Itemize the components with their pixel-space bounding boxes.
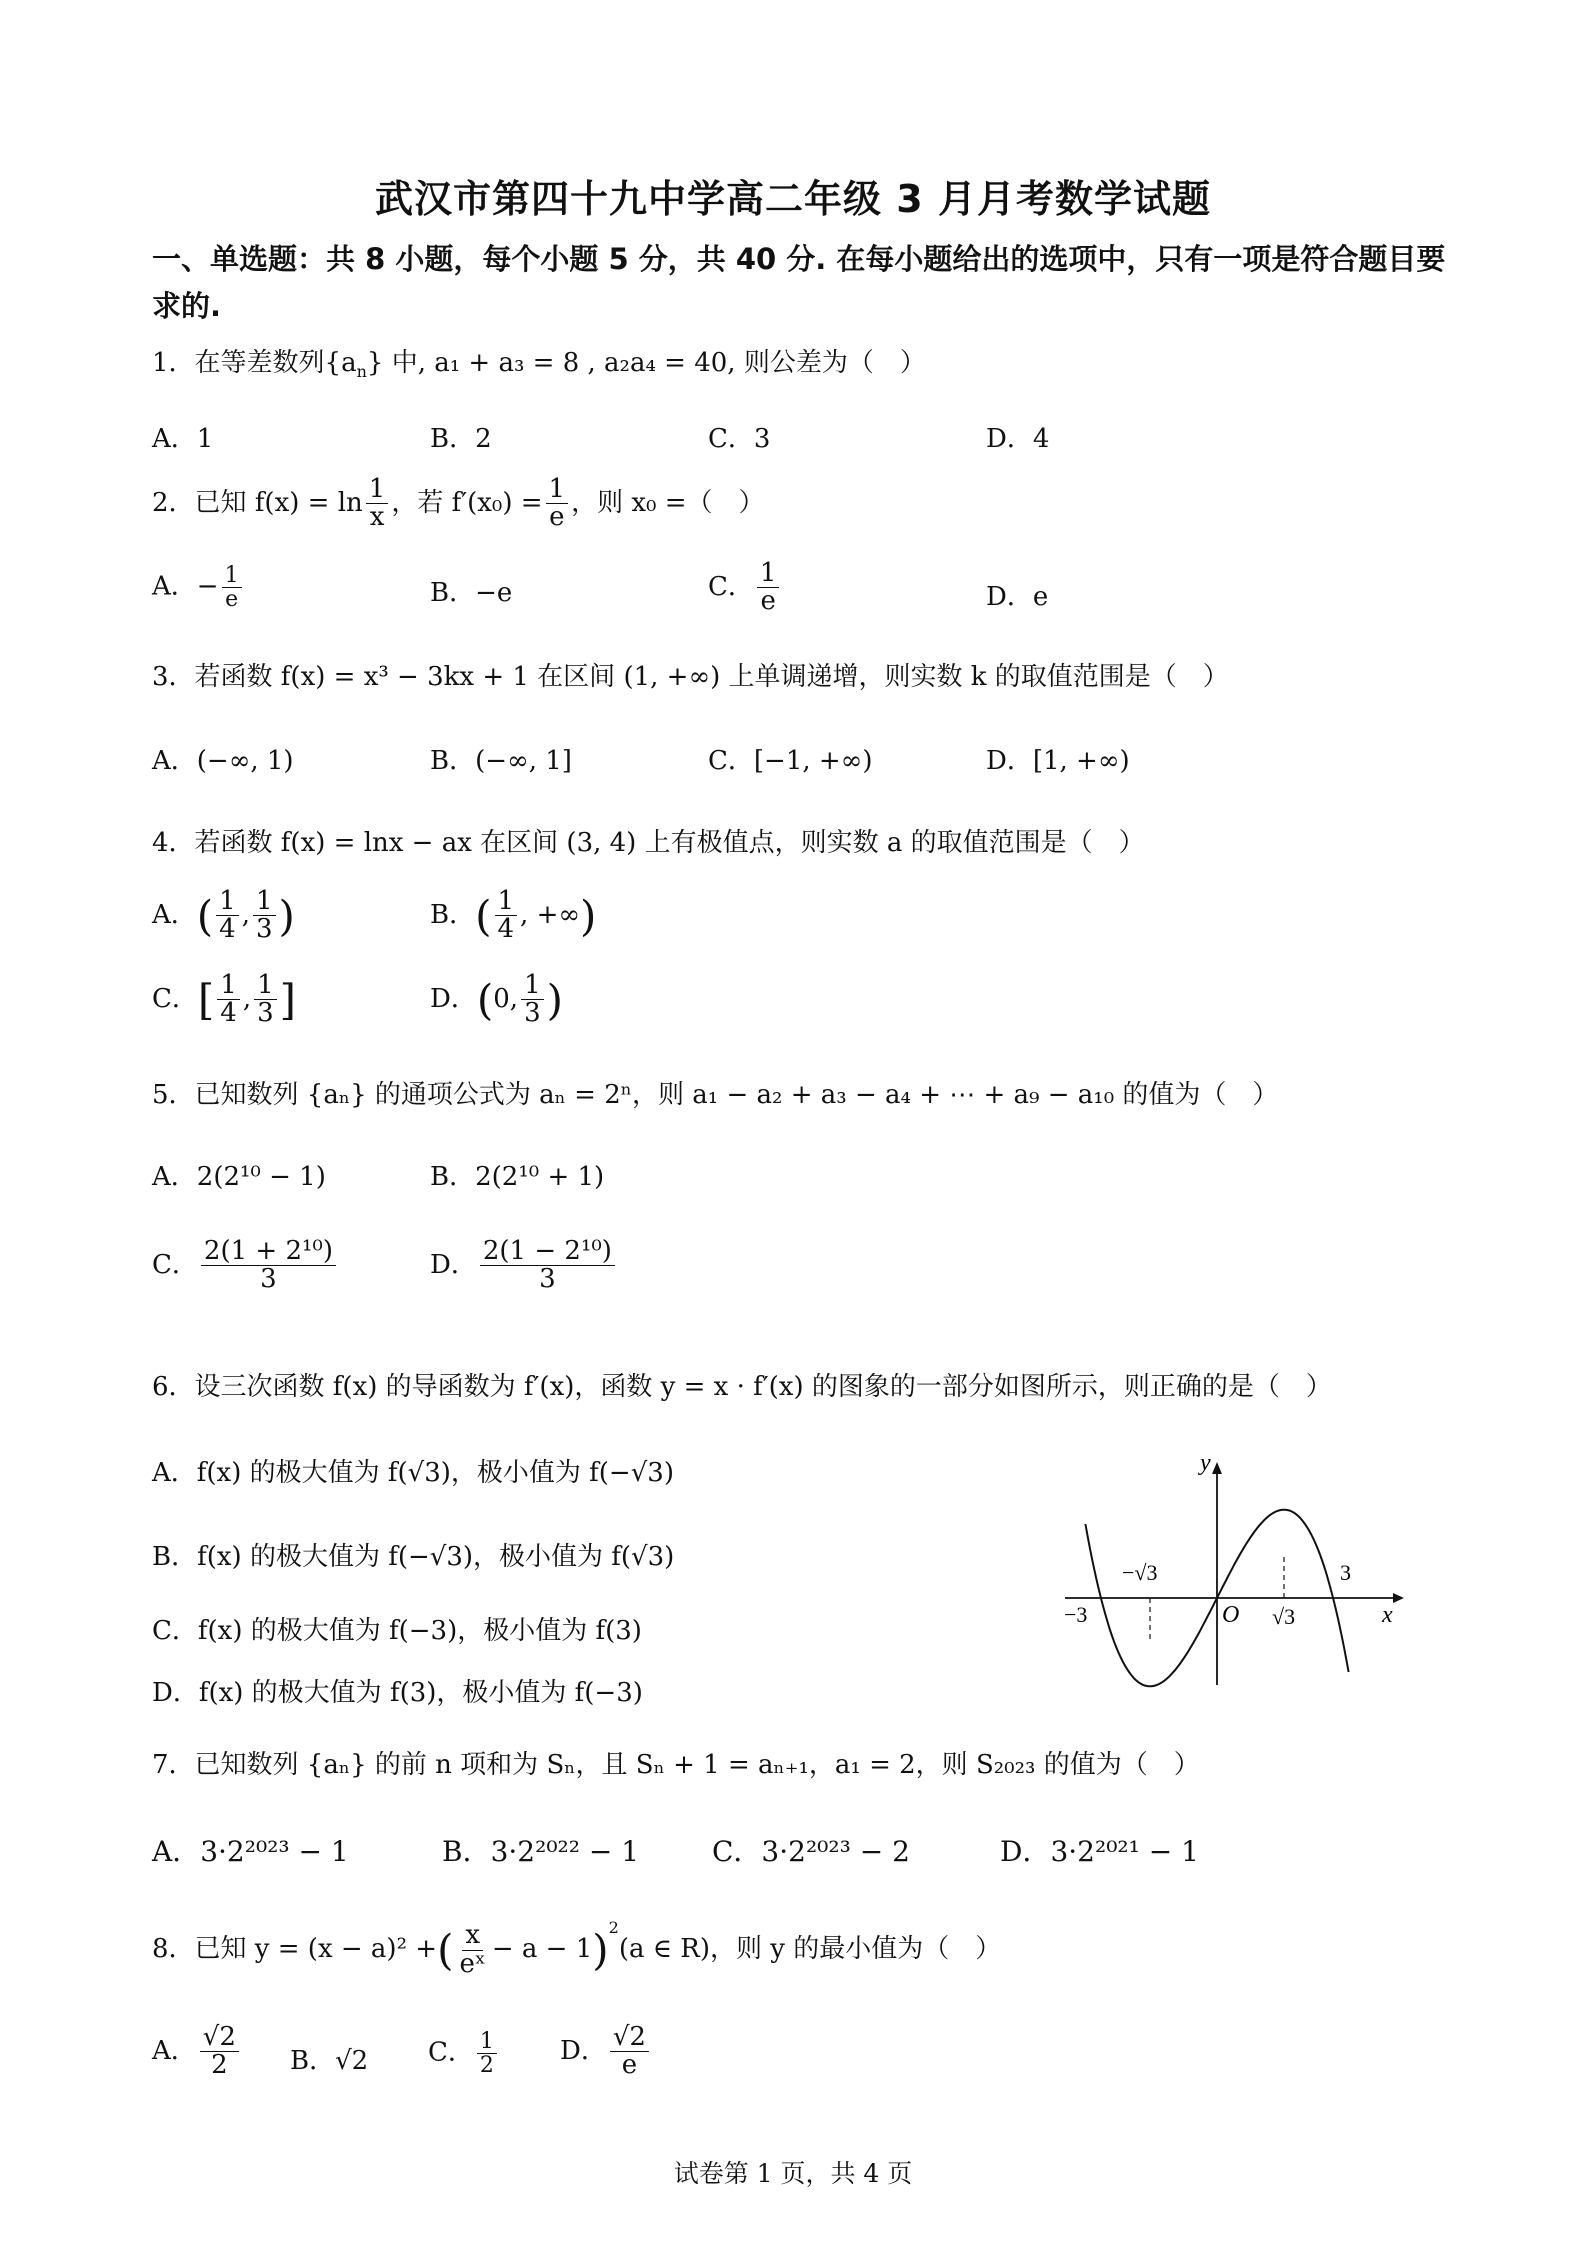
q1-option-a: A．1 xyxy=(152,424,214,454)
q6-option-d: D．f(x) 的极大值为 f(3)，极小值为 f(−3) xyxy=(152,1678,643,1708)
section-heading: 一、单选题：共 8 小题，每个小题 5 分，共 40 分. 在每小题给出的选项中，只有一项是符合题目要求的. xyxy=(152,242,1446,323)
q1-option-b: B．2 xyxy=(430,424,492,454)
q4-option-a: A．( $\frac{1}{4}$ , $\frac{1}{3}$ ) xyxy=(152,886,295,945)
q6-option-b: B．f(x) 的极大值为 f(−√3)，极小值为 f(√3) xyxy=(152,1542,675,1572)
q8-option-d: D． $\frac{√2}{e}$ xyxy=(560,2024,652,2080)
q2-option-a: A．− $\frac{1}{e}$ xyxy=(152,564,245,611)
q7-option-c: C．3·2²⁰²³ − 2 xyxy=(712,1835,910,1868)
q4-option-c: C．[ $\frac{1}{4}$ , $\frac{1}{3}$ ] xyxy=(152,970,297,1029)
q4-option-b: B．( $\frac{1}{4}$ , +∞) xyxy=(430,886,597,945)
origin-label: O xyxy=(1222,1602,1240,1628)
q8-option-a: A． $\frac{√2}{2}$ xyxy=(152,2024,242,2080)
question-4: 4．若函数 f(x) = lnx − ax 在区间 (3, 4) 上有极值点，则实数 a 的取值范围是（ ） xyxy=(152,828,1145,858)
label-sqrt3: √3 xyxy=(1272,1604,1296,1629)
q2-option-b: B．−e xyxy=(430,578,513,608)
question-2: 2．已知 f(x) = ln $\frac{1}{x}$ ，若 f′(x₀) = $\frac{1}{e}$ ，则 x₀ =（ ） xyxy=(152,474,765,533)
page-footer: 试卷第 1 页，共 4 页 xyxy=(673,2159,913,2188)
q7-option-b: B．3·2²⁰²² − 1 xyxy=(442,1835,640,1868)
q1-option-d: D．4 xyxy=(986,424,1050,454)
q8-option-c: C． $\frac{1}{2}$ xyxy=(428,2030,500,2077)
q3-option-c: C．[−1, +∞) xyxy=(708,746,873,776)
q5-option-d: D． $\frac{\text{2(1 − 2¹⁰)}}{3}$ xyxy=(430,1238,618,1294)
q6-graph xyxy=(1060,1450,1420,1700)
question-5: 5．已知数列 {aₙ} 的通项公式为 aₙ = 2ⁿ，则 a₁ − a₂ + a₃ − a₄ + ⋯ + a₉ − a₁₀ 的值为（ ） xyxy=(152,1080,1279,1110)
q3-option-a: A．(−∞, 1) xyxy=(152,746,294,776)
q5-option-c: C． $\frac{\text{2(1 + 2¹⁰)}}{3}$ xyxy=(152,1238,339,1294)
x-label: x xyxy=(1382,1602,1393,1628)
q7-option-a: A．3·2²⁰²³ − 1 xyxy=(152,1835,349,1868)
q6-option-a: A．f(x) 的极大值为 f(√3)，极小值为 f(−√3) xyxy=(152,1458,674,1488)
q2-option-d: D．e xyxy=(986,582,1049,612)
label-neg3: −3 xyxy=(1064,1602,1088,1627)
page-title: 武汉市第四十九中学高二年级 3 月月考数学试题 xyxy=(375,177,1211,221)
x-axis-arrow xyxy=(1393,1593,1404,1603)
question-6: 6．设三次函数 f(x) 的导函数为 f′(x)，函数 y = x · f′(x) 的图象的一部分如图所示，则正确的是（ ） xyxy=(152,1372,1332,1402)
q7-option-d: D．3·2²⁰²¹ − 1 xyxy=(1000,1835,1199,1868)
q4-option-d: D．(0, $\frac{1}{3}$ ) xyxy=(430,970,563,1029)
q8-option-b: B．√2 xyxy=(290,2046,369,2076)
q5-option-b: B．2(2¹⁰ + 1) xyxy=(430,1162,605,1192)
q3-option-b: B．(−∞, 1] xyxy=(430,746,572,776)
q1-option-c: C．3 xyxy=(708,424,771,454)
q3-option-d: D．[1, +∞) xyxy=(986,746,1130,776)
q5-option-a: A．2(2¹⁰ − 1) xyxy=(152,1162,326,1192)
question-3: 3．若函数 f(x) = x³ − 3kx + 1 在区间 (1, +∞) 上单调递增，则实数 k 的取值范围是（ ） xyxy=(152,662,1229,692)
question-1: 1．在等差数列$\{a_n\}$ 中, a₁ + a₃ = 8 , a₂a₄ = 40, 则公差为（ ） xyxy=(152,348,926,382)
question-7: 7．已知数列 {aₙ} 的前 n 项和为 Sₙ，且 Sₙ + 1 = aₙ₊₁，a₁ = 2，则 S₂₀₂₃ 的值为（ ） xyxy=(152,1750,1200,1780)
y-label: y xyxy=(1200,1450,1211,1476)
label-neg-sqrt3: −√3 xyxy=(1122,1560,1158,1585)
y-axis-arrow xyxy=(1212,1462,1222,1474)
question-8: 8．已知 y = (x − a)² +( $\frac{x}{\text{eˣ}}$ − a − 1)$^2$(a ∈ R)，则 y 的最小值为（ ） xyxy=(152,1918,1002,1979)
q2-option-c: C． $\frac{1}{e}$ xyxy=(708,560,782,616)
q6-option-c: C．f(x) 的极大值为 f(−3)，极小值为 f(3) xyxy=(152,1616,642,1646)
label-pos3: 3 xyxy=(1340,1560,1351,1585)
